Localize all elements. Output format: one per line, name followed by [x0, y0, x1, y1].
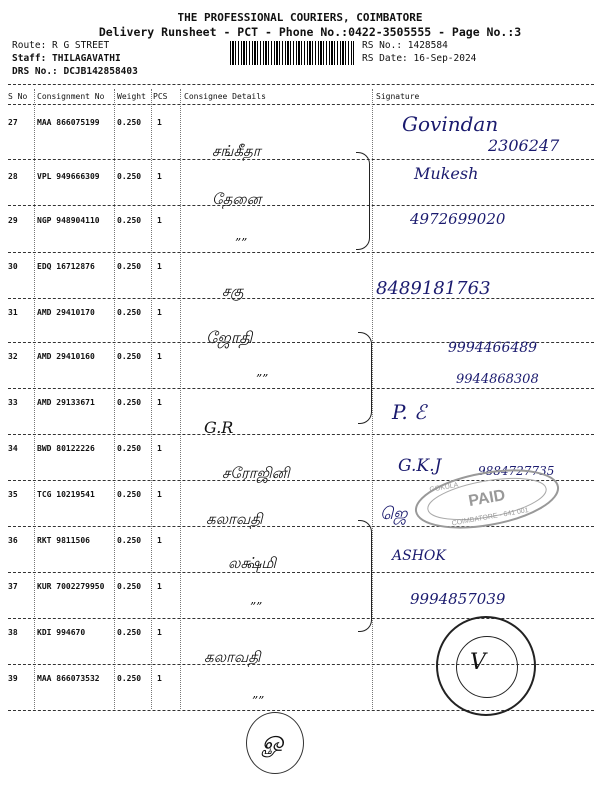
consignee-handwriting: சங்கீதா [212, 142, 261, 160]
row-weight: 0.250 [117, 582, 142, 591]
row-divider [8, 159, 594, 160]
row-pcs: 1 [157, 352, 162, 361]
consignee-handwriting: கலாவதி [204, 648, 261, 666]
row-consignment: KUR 7002279950 [37, 582, 105, 591]
row-pcs: 1 [157, 582, 162, 591]
phone-handwriting: 9944868308 [456, 372, 539, 387]
row-sno: 37 [8, 582, 18, 591]
row-consignment: VPL 949666309 [37, 172, 100, 181]
paid-stamp-city: COIMBATORE - 641 001 [451, 507, 530, 528]
drs-number: DRS No.: DCJB142858403 [12, 66, 138, 77]
table-row [0, 206, 600, 253]
table-row [0, 572, 600, 619]
col-consignment: Consignment No [37, 92, 105, 101]
signature-handwriting: Govindan [402, 112, 499, 136]
row-sno: 31 [8, 308, 18, 317]
barcode [230, 41, 354, 65]
staff-info: Staff: THILAGAVATHI [12, 53, 121, 64]
row-sno: 28 [8, 172, 18, 181]
row-pcs: 1 [157, 628, 162, 637]
ditto-mark: ”” [235, 236, 248, 250]
row-sno: 34 [8, 444, 18, 453]
row-consignment: TCG 10219541 [37, 490, 95, 499]
col-weight: Weight [117, 92, 146, 101]
table-row [0, 388, 600, 435]
table-row [0, 252, 600, 299]
row-sno: 36 [8, 536, 18, 545]
row-pcs: 1 [157, 398, 162, 407]
signature-handwriting: G.K.J [398, 456, 442, 476]
row-pcs: 1 [157, 674, 162, 683]
row-sno: 33 [8, 398, 18, 407]
row-sno: 35 [8, 490, 18, 499]
row-sno: 27 [8, 118, 18, 127]
phone-handwriting: 9994857039 [410, 590, 506, 608]
row-pcs: 1 [157, 172, 162, 181]
seal-signature: V [470, 650, 486, 675]
phone-handwriting: 4972699020 [410, 210, 506, 228]
row-consignment: BWD 80122226 [37, 444, 95, 453]
row-pcs: 1 [157, 536, 162, 545]
rs-number: RS No.: 1428584 [362, 40, 448, 51]
signature-handwriting: 2306247 [488, 136, 560, 155]
col-sno: S No [8, 92, 28, 101]
consignee-handwriting: சரோஜினி [222, 464, 290, 482]
bracket-mark [356, 152, 370, 250]
consignee-handwriting: கலாவதி [206, 510, 263, 528]
col-pcs: PCS [153, 92, 168, 101]
row-weight: 0.250 [117, 308, 142, 317]
consignee-handwriting: லக்ஷ்மி [228, 554, 277, 572]
row-weight: 0.250 [117, 628, 142, 637]
row-consignment: AMD 29410170 [37, 308, 95, 317]
row-weight: 0.250 [117, 262, 142, 271]
bracket-mark [358, 332, 372, 424]
row-consignment: RKT 9811506 [37, 536, 90, 545]
row-pcs: 1 [157, 216, 162, 225]
row-weight: 0.250 [117, 172, 142, 181]
row-weight: 0.250 [117, 490, 142, 499]
table-row [0, 298, 600, 345]
row-sno: 38 [8, 628, 18, 637]
paid-stamp-firm: GOKULA [429, 481, 459, 494]
col-signature: Signature [376, 92, 420, 101]
phone-handwriting: 9994466489 [448, 340, 538, 356]
row-pcs: 1 [157, 490, 162, 499]
signature-handwriting: P. ℰ [392, 400, 427, 424]
row-sno: 29 [8, 216, 18, 225]
row-consignment: NGP 948904110 [37, 216, 100, 225]
row-consignment: AMD 29410160 [37, 352, 95, 361]
signature-handwriting: ஜெ [380, 504, 408, 524]
row-weight: 0.250 [117, 352, 142, 361]
round-seal [436, 616, 536, 716]
row-consignment: EDQ 16712876 [37, 262, 95, 271]
column-divider [8, 104, 594, 105]
phone-handwriting: 9884727735 [478, 464, 555, 478]
row-consignment: AMD 29133671 [37, 398, 95, 407]
row-weight: 0.250 [117, 216, 142, 225]
col-consignee: Consignee Details [184, 92, 266, 101]
table-row [0, 162, 600, 209]
signature-handwriting: Mukesh [414, 164, 479, 183]
row-consignment: KDI 994670 [37, 628, 86, 637]
document-subtitle: Delivery Runsheet - PCT - Phone No.:0422-3505555 - Page No.:3 [98, 25, 522, 39]
consignee-handwriting: சகு [222, 282, 244, 300]
row-weight: 0.250 [117, 674, 142, 683]
ditto-mark: ”” [250, 600, 263, 614]
row-sno: 32 [8, 352, 18, 361]
ditto-mark: ”” [256, 372, 269, 386]
circled-mark-glyph: ௐ [262, 726, 288, 756]
bracket-mark [358, 520, 372, 632]
ditto-mark: ”” [252, 694, 265, 708]
header-divider [8, 84, 594, 85]
row-weight: 0.250 [117, 398, 142, 407]
document-title: THE PROFESSIONAL COURIERS, COIMBATORE [177, 11, 423, 24]
row-sno: 30 [8, 262, 18, 271]
row-consignment: MAA 866075199 [37, 118, 100, 127]
row-sno: 39 [8, 674, 18, 683]
signature-handwriting: 8489181763 [376, 278, 491, 299]
row-pcs: 1 [157, 118, 162, 127]
consignee-handwriting: G.R [204, 418, 234, 437]
route-info: Route: R G STREET [12, 40, 110, 51]
paid-stamp-text: PAID [467, 486, 507, 511]
rs-date: RS Date: 16-Sep-2024 [362, 53, 477, 64]
row-weight: 0.250 [117, 118, 142, 127]
table-row [0, 526, 600, 573]
row-weight: 0.250 [117, 444, 142, 453]
signature-handwriting: ASHOK [392, 548, 446, 564]
consignee-handwriting: ஜோதி [206, 328, 253, 347]
row-pcs: 1 [157, 262, 162, 271]
row-pcs: 1 [157, 444, 162, 453]
row-weight: 0.250 [117, 536, 142, 545]
row-consignment: MAA 866073532 [37, 674, 100, 683]
row-pcs: 1 [157, 308, 162, 317]
consignee-handwriting: தேனை [212, 190, 262, 208]
